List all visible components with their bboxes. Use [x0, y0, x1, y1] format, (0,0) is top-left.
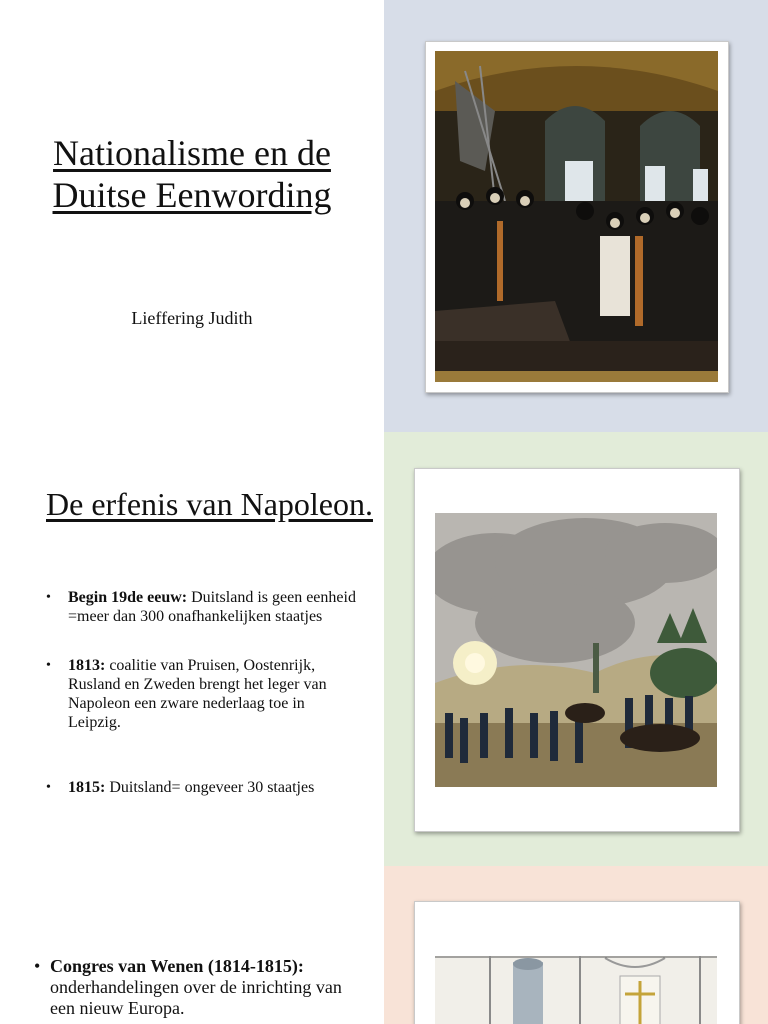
bullet-item — [46, 778, 356, 797]
bullet-bold-label: Begin 19de eeuw: — [68, 589, 188, 606]
slide-heading: De erfenis van Napoleon. — [46, 486, 373, 522]
bullet-item — [34, 956, 354, 1019]
painting-frame — [414, 901, 740, 1024]
painting-frame — [425, 41, 729, 393]
slide-title — [0, 0, 768, 432]
bullet-text: Duitsland= ongeveer 30 staatjes — [105, 779, 315, 796]
slide-napoleon-text-panel — [0, 432, 384, 866]
painting-frame — [414, 468, 740, 832]
bullet-text: Duitsland is geen eenheid =meer dan 300 onafhankelijken staatjes — [68, 589, 356, 625]
battle-painting-image — [435, 513, 717, 787]
slide-napoleon-image-panel — [384, 432, 768, 866]
slide-title-text-panel — [0, 0, 384, 432]
bullet-item — [46, 656, 356, 732]
bullet-bold-label: 1815: — [68, 779, 106, 796]
author-name: Lieffering Judith — [131, 308, 253, 328]
slide-congress-image-panel — [384, 866, 768, 1024]
bullet-bold-label: 1813: — [68, 657, 106, 674]
proclamation-painting-image — [435, 51, 718, 382]
slide-congress-vienna — [0, 866, 768, 1024]
bullet-text: coalitie van Pruisen, Oostenrijk, Rusland en Zweden brengt het leger van Napoleon een zware nederlaag toe in Leipzig. — [68, 657, 327, 731]
slide-title-image-panel — [384, 0, 768, 432]
bullet-item — [46, 588, 356, 626]
bullet-list — [46, 588, 356, 797]
slide-napoleon — [0, 432, 768, 866]
bullet-list — [34, 956, 354, 1019]
congress-painting-image — [435, 956, 717, 1024]
presentation-title: Nationalisme en de Duitse Eenwording — [52, 133, 332, 215]
slide-congress-text-panel — [0, 866, 384, 1024]
bullet-bold-label: Congres van Wenen (1814-1815): — [50, 956, 304, 976]
bullet-text: onderhandelingen over de inrichting van een nieuw Europa. — [50, 977, 342, 1018]
